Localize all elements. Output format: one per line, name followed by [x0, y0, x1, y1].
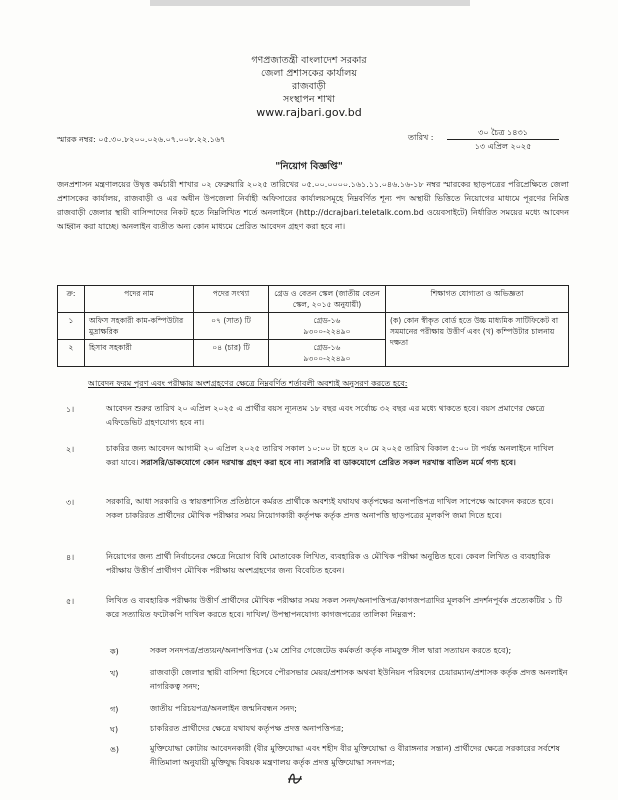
qualification-cell: (ক) কোন স্বীকৃত বোর্ড হতে উচ্চ মাধ্যমিক সার্টিফিকেট বা সমমানের পরীক্ষায় উত্তীর্ণ এবং (খ) কম্পিউটার চালনায় দক্ষতা — [386, 313, 569, 367]
col-sl: ক্র: — [58, 286, 85, 313]
date-box — [447, 126, 559, 153]
row-count: ০৪ (চার) টি — [194, 340, 269, 367]
date-english: ১৩ এপ্রিল ২০২৫ — [474, 142, 532, 151]
condition-text-bold: সরাসরি/ডাকযোগে কোন দরখাস্ত গ্রহণ করা হবে না। সরাসরি বা ডাকযোগে প্রেরিত সকল দরখাস্ত বাতিল মর্মে গণ্য হবে। — [140, 458, 516, 467]
col-post: পদের নাম — [85, 286, 194, 313]
sub-item-text: সকল সনদপত্র/প্রত্যয়ন/অনাপত্তিপত্র (১ম শ্রেণির গেজেটেড কর্মকর্তা কর্তৃক নামযুক্ত সীল দ্বারা সত্যায়ন করতে হবে); — [150, 646, 512, 655]
grade-label: গ্রেড-১৬ — [313, 316, 341, 325]
grade-label: গ্রেড-১৬ — [313, 343, 341, 352]
sub-item-number: ঘ) — [110, 725, 119, 734]
notice-title: "নিয়োগ বিজ্ঞপ্তি" — [275, 161, 343, 172]
sub-item-number: ঙ) — [110, 745, 119, 754]
table-header-row — [58, 286, 569, 313]
condition-number: ৪। — [66, 553, 75, 562]
row-grade — [269, 340, 386, 367]
date-label: তারিখ : — [408, 133, 434, 142]
posts-table — [57, 285, 569, 367]
sub-item-text: রাজবাড়ী জেলার স্থায়ী বাসিন্দা হিসেবে পৌরসভার মেয়র/প্রশাসক অথবা ইউনিয়ন পরিষদের চেয়ারম্যান/প্রশাসক কর্তৃক প্রদত্ত অনলাইন নাগরিকত্ব সনদ; — [150, 668, 568, 691]
condition-text: নিয়োগের জন্য প্রার্থী নির্বাচনের ক্ষেত্রে নিয়োগ বিধি মোতাবেক লিখিত, ব্যবহারিক ও মৌখিক পরীক্ষা অনুষ্ঠিত হবে। কেবল লিখিত ও ব্যবহারিক পরীক্ষায় উত্তীর্ণ প্রার্থীগণ মৌখিক পরীক্ষায় অংশগ্রহণের জন্য বিবেচিত হবেন। — [106, 552, 551, 575]
district-name: রাজবাড়ী — [291, 81, 327, 92]
section-name: সংস্থাপন শাখা — [283, 94, 335, 105]
office-name: জেলা প্রশাসকের কার্যালয় — [261, 68, 357, 79]
row-sl: ১ — [58, 313, 85, 340]
date-bangla: ৩০ চৈত্র ১৪৩১ — [447, 126, 559, 140]
sub-item-text: মুক্তিযোদ্ধা কোটায় আবেদনকারী (বীর মুক্তিযোদ্ধা এবং শহীদ বীর মুক্তিযোদ্ধা ও বীরাঙ্গনার সন্তান) প্রার্থীদের ক্ষেত্রে সরকারের সর্বশেষ নীতিমালা অনুযায়ী মুক্তিযুদ্ধ বিষয়ক মন্ত্রণালয় কর্তৃক প্রদত্ত মুক্তিযোদ্ধা সনদপত্র; — [150, 744, 560, 767]
pay-scale: ৯৩০০-২২৪৯০ — [303, 354, 351, 363]
row-post: অফিস সহকারী কাম-কম্পিউটার মুদ্রাক্ষরিক — [85, 313, 194, 340]
row-count: ০৭ (সাত) টি — [194, 313, 269, 340]
row-sl: ২ — [58, 340, 85, 367]
condition-text: আবেদন শুরুর তারিখ ২০ এপ্রিল ২০২৫ এ প্রার্থীর বয়স ন্যূনতম ১৮ বছর এবং সর্বোচ্চ ৩২ বছর এর মধ্যে থাকতে হবে। বয়স প্রমাণের ক্ষেত্রে এফিডেভিট গ্রহণযোগ্য হবে না। — [106, 404, 545, 427]
col-qualification: শিক্ষাগত যোগ্যতা ও অভিজ্ঞতা — [386, 286, 569, 313]
sub-item-number: ক) — [110, 647, 119, 656]
intro-paragraph: জনপ্রশাসন মন্ত্রণালয়ের উদ্বৃত্ত কর্মচারী শাখার ০২ ফেব্রুয়ারি ২০২৫ তারিখের ০৫.০০.০০০০.১৬১.১১.০৪৬.১৬-১৮ নম্বর স্মারকের ছাড়পত্রের পরিপ্রেক্ষিতে জেলা প্রশাসকের কার্যালয়, রাজবাড়ী ও এর অধীন উপজেলা নির্বাহী অফিসারের কার্যালয়সমূহে নিম্নবর্ণিত শূন্য পদ অস্থায়ী ভিত্তিতে নিয়োগের মাধ্যমে পূরণের নিমিত্ত রাজবাড়ী জেলার স্থায়ী বাসিন্দাদের নিকট হতে নিম্নলিখিত শর্তে অনলাইনে (http://dcrajbari.teletalk.com.bd ওয়েবসাইটে) নির্ধারিত সময়ের মধ্যে আবেদন আহ্বান করা যাচ্ছে। অনলাইন ব্যতীত অন্য কোন মাধ্যমে প্রেরিত আবেদন গ্রহণ করা হবে না। — [57, 180, 569, 231]
table-row — [58, 313, 569, 340]
condition-text: লিখিত ও ব্যবহারিক পরীক্ষায় উত্তীর্ণ প্রার্থীদের মৌখিক পরীক্ষার সময় সকল সনদ/অনাপত্তিপত্র/কাগজপত্রাদির মূলকপি প্রদর্শনপূর্বক প্রত্যেকটির ১ টি করে সত্যায়িত ফটোকপি দাখিল করতে হবে। দাখিল/ উপস্থাপনযোগ্য কাগজপত্রের তালিকা নিম্নরূপ: — [106, 596, 563, 619]
col-count: পদের সংখ্যা — [194, 286, 269, 313]
conditions-heading: আবেদন ফরম পূরণ এবং পরীক্ষায় অংশগ্রহণের ক্ষেত্রে নিম্নবর্ণিত শর্তাবলী অবশ্যই অনুসরণ করতে হবে: — [88, 379, 408, 388]
row-grade — [269, 313, 386, 340]
condition-text-part: চাকরির জন্য আবেদন আগামী ২০ এপ্রিল ২০২৫ তারিখ সকাল ১০:০০ টা হতে ২০ মে ২০২৫ তারিখ বিকাল ৫:০০ টা পর্যন্ত অনলাইনে দাখিল করা যাবে। — [106, 444, 554, 467]
sub-item-number: গ) — [110, 705, 119, 714]
condition-number: ১। — [66, 405, 75, 414]
sub-item-number: খ) — [110, 669, 119, 678]
sub-item-text: চাকরিরত প্রার্থীদের ক্ষেত্রে যথাযথ কর্তৃপক্ষ প্রদত্ত অনাপত্তিপত্র; — [150, 724, 344, 733]
row-post: হিসাব সহকারী — [85, 340, 194, 367]
memo-number: স্মারক নম্বর: ০৫.৩০.৮২০০.০২৬.০৭.০০৮.২২.১৬৭ — [57, 135, 226, 144]
condition-number: ৫। — [66, 597, 75, 606]
condition-text — [106, 442, 568, 470]
sub-item-text: জাতীয় পরিচয়পত্র/অনলাইন জন্মনিবন্ধন সনদ; — [150, 704, 297, 713]
condition-number: ২। — [66, 445, 75, 454]
scan-artifact — [150, 0, 470, 6]
condition-number: ৩। — [66, 498, 75, 507]
col-grade: গ্রেড ও বেতন স্কেল (জাতীয় বেতন স্কেল, ২০১৫ অনুযায়ী) — [269, 286, 386, 313]
condition-text: সরকারি, আধা সরকারি ও স্বায়ত্তশাসিত প্রতিষ্ঠানে কর্মরত প্রার্থীকে অবশ্যই যথাযথ কর্তৃপক্ষের অনাপত্তিপত্র দাখিল সাপেক্ষে আবেদন করতে হবে। সকল চাকরিরত প্রার্থীদের মৌখিক পরীক্ষার সময় নিয়োগকারী কর্তৃপক্ষ কর্তৃক প্রদত্ত অনাপত্তি ছাড়পত্রের মূলকপি জমা দিতে হবে। — [106, 497, 554, 520]
website-link[interactable]: www.rajbari.gov.bd — [256, 106, 362, 119]
govt-name: গণপ্রজাতন্ত্রী বাংলাদেশ সরকার — [251, 55, 367, 66]
pay-scale: ৯৩০০-২২৪৯০ — [303, 327, 351, 336]
signature-mark — [285, 768, 305, 788]
